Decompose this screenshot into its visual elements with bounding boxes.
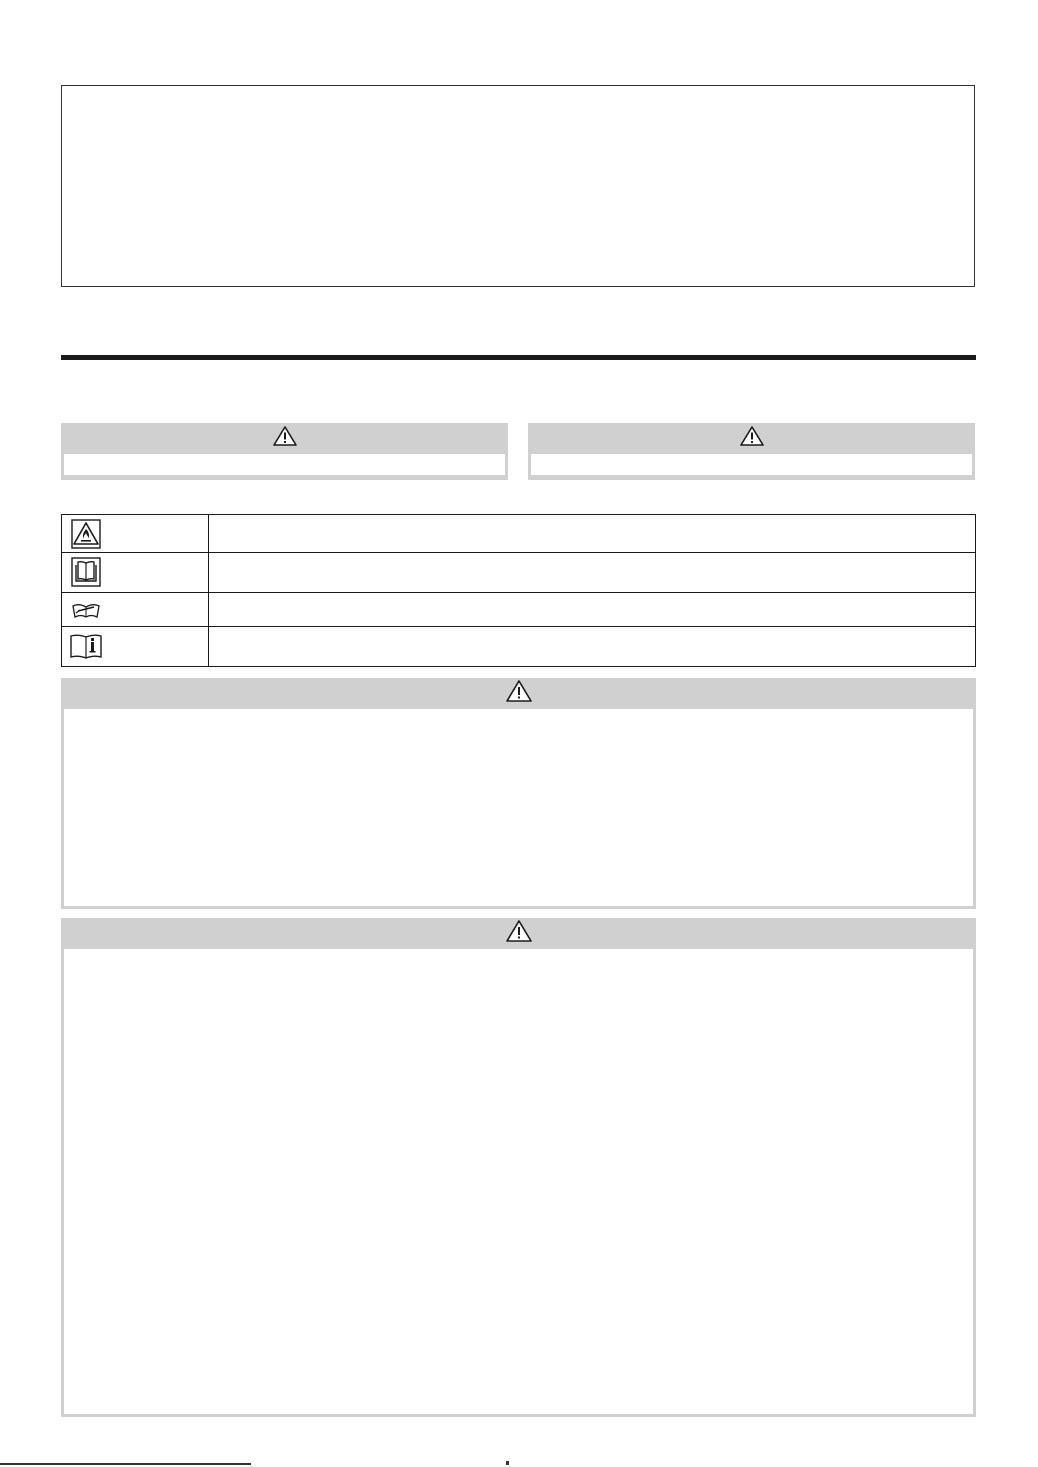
caution-box xyxy=(61,918,976,1417)
warning-box xyxy=(61,678,976,909)
page-mark xyxy=(506,1461,509,1465)
caution-box-body xyxy=(64,949,973,1414)
intro-box xyxy=(61,85,975,287)
symbol-icon-cell xyxy=(62,515,111,553)
table-row xyxy=(62,553,976,592)
symbol-description-cell xyxy=(209,592,976,626)
symbol-description-cell xyxy=(209,515,976,553)
mini-warning-header-right xyxy=(531,423,972,454)
warning-triangle-icon xyxy=(739,425,765,452)
service-indicator-icon xyxy=(62,598,110,620)
mini-warning-body-left xyxy=(64,454,505,475)
table-row xyxy=(62,592,976,626)
warning-triangle-icon xyxy=(505,919,533,948)
mini-warning-box-right xyxy=(528,423,975,480)
symbol-icon-cell xyxy=(62,626,111,666)
symbol-description-cell xyxy=(209,626,976,666)
section-rule xyxy=(61,355,976,360)
symbols-table xyxy=(61,514,976,667)
caution-box-header xyxy=(64,918,973,949)
symbol-description-cell xyxy=(209,553,976,592)
mini-warning-body-right xyxy=(531,454,972,475)
symbol-name-cell xyxy=(110,626,209,666)
symbol-name-cell xyxy=(110,553,209,592)
symbol-name-cell xyxy=(110,515,209,553)
footnote-rule xyxy=(0,1463,251,1465)
flammable-warning-icon xyxy=(62,519,110,549)
warning-box-body xyxy=(64,709,973,906)
symbol-name-cell xyxy=(110,592,209,626)
symbol-icon-cell xyxy=(62,592,111,626)
warning-triangle-icon xyxy=(272,425,298,452)
warning-triangle-icon xyxy=(505,679,533,708)
operator-manual-icon xyxy=(62,557,110,587)
operating-instructions-icon xyxy=(62,632,110,660)
warning-box-header xyxy=(64,678,973,709)
mini-warning-header-left xyxy=(64,423,505,454)
mini-warning-box-left xyxy=(61,423,508,480)
table-row xyxy=(62,626,976,666)
table-row xyxy=(62,515,976,553)
symbol-icon-cell xyxy=(62,553,111,592)
